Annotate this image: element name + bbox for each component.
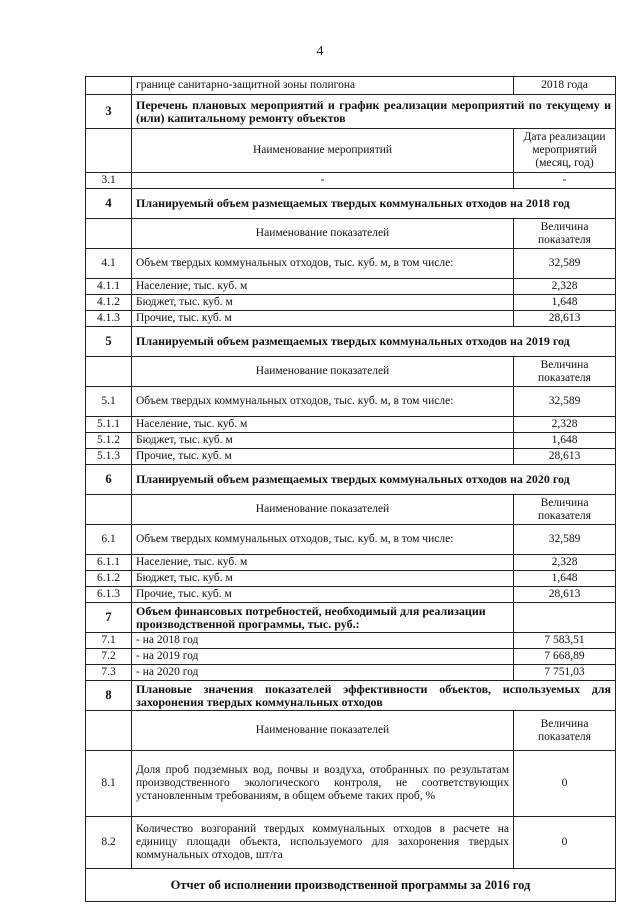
table-row [86, 387, 616, 417]
row-value: 1,648 [514, 433, 616, 449]
row-value: - [514, 173, 616, 189]
table-row [86, 279, 616, 295]
section-title: Объем финансовых потребностей, необходимый для реализации производственной программы, тыс. руб.: [132, 603, 514, 633]
row-value: 2,328 [514, 555, 616, 571]
row-value: 28,613 [514, 449, 616, 465]
table-row [86, 817, 616, 869]
row-number: 6.1.1 [86, 555, 132, 571]
row-name: Население, тыс. куб. м [132, 417, 514, 433]
column-header-value: Величина показателя [514, 495, 616, 525]
table-row [86, 571, 616, 587]
column-header-name: Наименование показателей [132, 219, 514, 249]
section-number: 5 [86, 327, 132, 357]
section-title: Перечень плановых мероприятий и график реализации мероприятий по текущему и (или) капитальному ремонту объектов [132, 95, 616, 129]
column-header-value: Величина показателя [514, 357, 616, 387]
row-number-cell [86, 77, 132, 95]
row-value: 2,328 [514, 417, 616, 433]
row-name: Доля проб подземных вод, почвы и воздуха, отобранных по результатам производственного экологического контроля, не соответствующих установленным требованиям, в общем объеме таких проб, % [132, 751, 514, 817]
table-row [86, 587, 616, 603]
row-number: 6.1.2 [86, 571, 132, 587]
column-header-name: Наименование показателей [132, 357, 514, 387]
section-title: Планируемый объем размещаемых твердых коммунальных отходов на 2020 год [132, 465, 616, 495]
row-number: 4.1.2 [86, 295, 132, 311]
row-number: 5.1.1 [86, 417, 132, 433]
row-value: 7 751,03 [514, 665, 616, 681]
column-header-row [86, 711, 616, 751]
row-value: 0 [514, 817, 616, 869]
row-value-cell: 2018 года [514, 77, 616, 95]
section-title: Плановые значения показателей эффективности объектов, используемых для захоронения твердых коммунальных отходов [132, 681, 616, 711]
column-header-date: Дата реализации мероприятий (месяц, год) [514, 129, 616, 173]
footer-row [86, 869, 616, 902]
row-name: - на 2018 год [132, 633, 514, 649]
table-row [86, 173, 616, 189]
table-row [86, 525, 616, 555]
section-header-row [86, 603, 616, 633]
section-title: Планируемый объем размещаемых твердых коммунальных отходов на 2019 год [132, 327, 616, 357]
report-heading: Отчет об исполнении производственной программы за 2016 год [86, 869, 616, 902]
row-value: 32,589 [514, 249, 616, 279]
row-name: Прочие, тыс. куб. м [132, 311, 514, 327]
table-row [86, 449, 616, 465]
section-header-row [86, 189, 616, 219]
section-header-row [86, 327, 616, 357]
row-number: 6.1.3 [86, 587, 132, 603]
row-name: Бюджет, тыс. куб. м [132, 433, 514, 449]
column-header-name: Наименование показателей [132, 711, 514, 751]
row-name: Население, тыс. куб. м [132, 279, 514, 295]
column-header-row [86, 357, 616, 387]
column-header-name: Наименование мероприятий [132, 129, 514, 173]
row-number: 3.1 [86, 173, 132, 189]
table-row [86, 311, 616, 327]
section-number: 4 [86, 189, 132, 219]
row-name: Объем твердых коммунальных отходов, тыс. куб. м, в том числе: [132, 249, 514, 279]
section-title: Планируемый объем размещаемых твердых коммунальных отходов на 2018 год [132, 189, 616, 219]
table-row [86, 249, 616, 279]
row-value: 32,589 [514, 525, 616, 555]
row-name-cell: границе санитарно-защитной зоны полигона [132, 77, 514, 95]
section-header-row [86, 95, 616, 129]
row-number: 4.1 [86, 249, 132, 279]
table-row [86, 77, 616, 95]
row-name: - [132, 173, 514, 189]
row-value: 7 668,89 [514, 649, 616, 665]
table-row [86, 633, 616, 649]
table-row [86, 649, 616, 665]
program-table [85, 76, 616, 902]
section-number: 7 [86, 603, 132, 633]
row-value: 28,613 [514, 587, 616, 603]
row-number: 5.1.2 [86, 433, 132, 449]
page-number: 4 [316, 44, 324, 59]
section-number: 3 [86, 95, 132, 129]
table-row [86, 433, 616, 449]
section-header-row [86, 465, 616, 495]
row-number: 6.1 [86, 525, 132, 555]
table-row [86, 417, 616, 433]
row-number: 5.1 [86, 387, 132, 417]
column-header-row [86, 495, 616, 525]
row-number: 8.1 [86, 751, 132, 817]
row-name: Объем твердых коммунальных отходов, тыс. куб. м, в том числе: [132, 387, 514, 417]
table-row [86, 555, 616, 571]
row-value: 32,589 [514, 387, 616, 417]
column-header-value: Величина показателя [514, 711, 616, 751]
row-name: Население, тыс. куб. м [132, 555, 514, 571]
row-value: 28,613 [514, 311, 616, 327]
row-number: 4.1.3 [86, 311, 132, 327]
row-name: - на 2019 год [132, 649, 514, 665]
row-name: Прочие, тыс. куб. м [132, 449, 514, 465]
row-name: Прочие, тыс. куб. м [132, 587, 514, 603]
row-value: 1,648 [514, 295, 616, 311]
section-header-row [86, 681, 616, 711]
row-value: 0 [514, 751, 616, 817]
row-value: 7 583,51 [514, 633, 616, 649]
column-header-row [86, 129, 616, 173]
column-header-name: Наименование показателей [132, 495, 514, 525]
row-number: 7.1 [86, 633, 132, 649]
row-number: 7.2 [86, 649, 132, 665]
table-row [86, 665, 616, 681]
table-row [86, 295, 616, 311]
column-header-value: Величина показателя [514, 219, 616, 249]
row-name: - на 2020 год [132, 665, 514, 681]
row-name: Объем твердых коммунальных отходов, тыс. куб. м, в том числе: [132, 525, 514, 555]
row-name: Бюджет, тыс. куб. м [132, 571, 514, 587]
section-number: 6 [86, 465, 132, 495]
row-name: Бюджет, тыс. куб. м [132, 295, 514, 311]
column-header-row [86, 219, 616, 249]
row-value: 1,648 [514, 571, 616, 587]
row-name: Количество возгораний твердых коммунальных отходов в расчете на единицу площади объекта, используемого для захоронения твердых коммунальных отходов, шт/га [132, 817, 514, 869]
row-number: 4.1.1 [86, 279, 132, 295]
row-number: 8.2 [86, 817, 132, 869]
table-row [86, 751, 616, 817]
row-number: 7.3 [86, 665, 132, 681]
row-number: 5.1.3 [86, 449, 132, 465]
row-value: 2,328 [514, 279, 616, 295]
section-number: 8 [86, 681, 132, 711]
